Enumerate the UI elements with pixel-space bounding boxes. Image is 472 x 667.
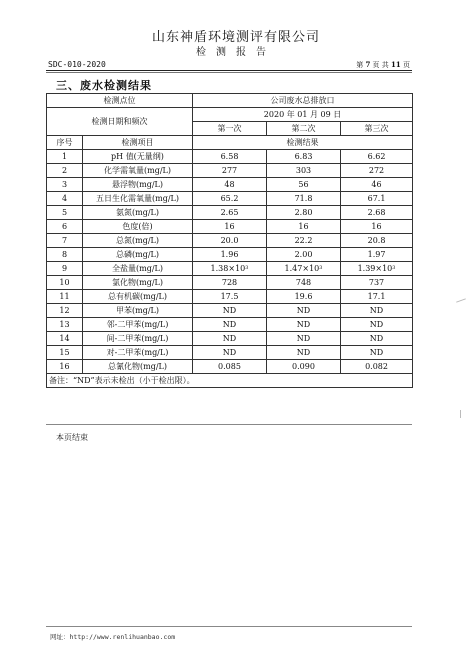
- row-value-3: 17.1: [341, 290, 413, 304]
- value-base: 1.39×10: [357, 263, 393, 273]
- row-value-1: 1.96: [193, 248, 267, 262]
- row-value-1: 2.65: [193, 206, 267, 220]
- row-no: 1: [47, 150, 83, 164]
- table-note: 备注：“ND”表示未检出（小于检出限）。: [47, 374, 413, 388]
- row-item: 甲苯(mg/L): [83, 304, 193, 318]
- scan-mark: [456, 298, 466, 302]
- page-prefix: 第: [356, 61, 364, 69]
- row-no: 15: [47, 346, 83, 360]
- row-value-1: ND: [193, 318, 267, 332]
- row-value-2: ND: [267, 318, 341, 332]
- row-value-1: 48: [193, 178, 267, 192]
- date-row: [47, 108, 413, 122]
- row-item: 氯化物(mg/L): [83, 276, 193, 290]
- row-no: 5: [47, 206, 83, 220]
- row-no: 3: [47, 178, 83, 192]
- row-value-3: ND: [341, 332, 413, 346]
- row-value-3: 2.68: [341, 206, 413, 220]
- row-item: pH 值(无量纲): [83, 150, 193, 164]
- table-row: [47, 290, 413, 304]
- row-value-1: 20.0: [193, 234, 267, 248]
- col-result-header: 检测结果: [193, 136, 413, 150]
- website-footer: 网址：http://www.renlihuanbao.com: [50, 633, 176, 641]
- freq-2: 第二次: [267, 122, 341, 136]
- row-value-3: ND: [341, 346, 413, 360]
- row-item: 总氮(mg/L): [83, 234, 193, 248]
- row-item: 邻-二甲苯(mg/L): [83, 318, 193, 332]
- page-total: 11: [391, 60, 401, 69]
- row-item: 悬浮物(mg/L): [83, 178, 193, 192]
- row-value-2: 16: [267, 220, 341, 234]
- row-value-1: 65.2: [193, 192, 267, 206]
- row-value-3: 46: [341, 178, 413, 192]
- row-no: 14: [47, 332, 83, 346]
- table-row: [47, 360, 413, 374]
- row-item: 对-二甲苯(mg/L): [83, 346, 193, 360]
- report-subtitle: 检测报告: [196, 47, 276, 58]
- value-base: 1.47×10: [284, 263, 320, 273]
- table-row: [47, 346, 413, 360]
- company-name: 山东神盾环境测评有限公司: [151, 30, 320, 45]
- row-value-2: 6.83: [267, 150, 341, 164]
- row-item: 氨氮(mg/L): [83, 206, 193, 220]
- value-exponent: 3: [245, 264, 249, 271]
- col-item-header: 检测项目: [83, 136, 193, 150]
- note-row: [47, 374, 413, 388]
- header-divider: [46, 70, 412, 71]
- row-item: 总氰化物(mg/L): [83, 360, 193, 374]
- row-value-2: 2.00: [267, 248, 341, 262]
- row-value-1: 16: [193, 220, 267, 234]
- row-value-1: 277: [193, 164, 267, 178]
- table-row: [47, 192, 413, 206]
- row-value-1: ND: [193, 332, 267, 346]
- row-item: 总磷(mg/L): [83, 248, 193, 262]
- row-no: 9: [47, 262, 83, 276]
- row-item: 间-二甲苯(mg/L): [83, 332, 193, 346]
- row-value-1: 728: [193, 276, 267, 290]
- table-row: [47, 276, 413, 290]
- row-value-2: ND: [267, 346, 341, 360]
- row-value-1: 0.085: [193, 360, 267, 374]
- value-base: 1.38×10: [210, 263, 246, 273]
- row-item: 全盐量(mg/L): [83, 262, 193, 276]
- row-value-1: 17.5: [193, 290, 267, 304]
- row-no: 7: [47, 234, 83, 248]
- row-value-1: ND: [193, 346, 267, 360]
- row-no: 6: [47, 220, 83, 234]
- row-value-2: 0.090: [267, 360, 341, 374]
- row-value-3: 6.62: [341, 150, 413, 164]
- footer-divider: [46, 626, 412, 627]
- point-label: 检测点位: [47, 94, 193, 108]
- table-row: [47, 164, 413, 178]
- row-no: 8: [47, 248, 83, 262]
- row-value-2: 22.2: [267, 234, 341, 248]
- row-value-2: 748: [267, 276, 341, 290]
- row-value-2: 19.6: [267, 290, 341, 304]
- row-value-3: 737: [341, 276, 413, 290]
- row-value-3: 16: [341, 220, 413, 234]
- point-value: 公司废水总排放口: [193, 94, 413, 108]
- row-value-2: [267, 262, 341, 276]
- header-divider-thin: [46, 72, 412, 73]
- row-value-3: 1.97: [341, 248, 413, 262]
- row-value-2: 2.80: [267, 206, 341, 220]
- table-row: [47, 262, 413, 276]
- table-row: [47, 206, 413, 220]
- table-row: [47, 178, 413, 192]
- value-exponent: 3: [319, 264, 323, 271]
- row-no: 12: [47, 304, 83, 318]
- row-value-3: 20.8: [341, 234, 413, 248]
- end-of-page-text: 本页结束: [56, 433, 88, 442]
- point-row: [47, 94, 413, 108]
- wastewater-results-table: [46, 93, 413, 388]
- row-item: 总有机碳(mg/L): [83, 290, 193, 304]
- row-value-3: 67.1: [341, 192, 413, 206]
- row-no: 11: [47, 290, 83, 304]
- row-value-3: [341, 262, 413, 276]
- document-code: SDC-010-2020: [48, 60, 106, 69]
- table-row: [47, 150, 413, 164]
- row-no: 2: [47, 164, 83, 178]
- row-value-3: ND: [341, 318, 413, 332]
- page-mid: 页 共: [372, 61, 389, 69]
- date-value: 2020 年 01 月 09 日: [193, 108, 413, 122]
- value-exponent: 3: [392, 264, 396, 271]
- row-item: 五日生化需氧量(mg/L): [83, 192, 193, 206]
- scan-mark: [460, 410, 461, 418]
- table-row: [47, 304, 413, 318]
- row-no: 13: [47, 318, 83, 332]
- row-value-2: ND: [267, 304, 341, 318]
- row-value-3: 272: [341, 164, 413, 178]
- row-value-1: 6.58: [193, 150, 267, 164]
- table-row: [47, 332, 413, 346]
- row-value-2: 303: [267, 164, 341, 178]
- page-indicator: [356, 60, 410, 70]
- row-no: 16: [47, 360, 83, 374]
- row-item: 色度(倍): [83, 220, 193, 234]
- row-value-2: 71.8: [267, 192, 341, 206]
- table-row: [47, 318, 413, 332]
- row-value-1: [193, 262, 267, 276]
- table-row: [47, 220, 413, 234]
- row-value-3: ND: [341, 304, 413, 318]
- row-value-1: ND: [193, 304, 267, 318]
- column-header-row: [47, 136, 413, 150]
- freq-1: 第一次: [193, 122, 267, 136]
- col-no-header: 序号: [47, 136, 83, 150]
- date-label: 检测日期和频次: [47, 108, 193, 136]
- table-row: [47, 248, 413, 262]
- freq-3: 第三次: [341, 122, 413, 136]
- row-no: 4: [47, 192, 83, 206]
- row-no: 10: [47, 276, 83, 290]
- page-current: 7: [365, 60, 371, 69]
- row-value-2: 56: [267, 178, 341, 192]
- end-divider: [46, 424, 412, 425]
- row-item: 化学需氧量(mg/L): [83, 164, 193, 178]
- table-row: [47, 234, 413, 248]
- row-value-2: ND: [267, 332, 341, 346]
- section-title: 三、废水检测结果: [56, 79, 152, 92]
- page-suffix: 页: [403, 61, 410, 69]
- row-value-3: 0.082: [341, 360, 413, 374]
